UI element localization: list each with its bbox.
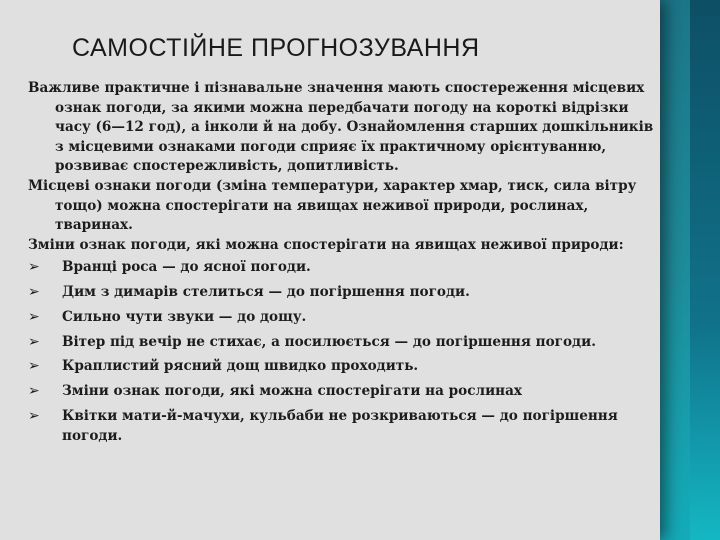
- arrow-bullet-icon: ➢: [28, 358, 40, 375]
- arrow-bullet-icon: ➢: [28, 284, 40, 301]
- slide-body: [28, 79, 662, 446]
- list-item-text: Сильно чути звуки — до дощу.: [62, 308, 307, 325]
- arrow-bullet-icon: ➢: [28, 308, 40, 325]
- slide-title: САМОСТІЙНЕ ПРОГНОЗУВАННЯ: [72, 34, 480, 62]
- list-item: [28, 258, 662, 278]
- list-item: [28, 308, 662, 328]
- arrow-bullet-icon: ➢: [28, 383, 40, 400]
- list-item-text: Дим з димарів стелиться — до погіршення погоди.: [62, 284, 470, 301]
- slide-side-stripe: [690, 0, 720, 540]
- list-item: [28, 382, 662, 402]
- list-item-text: Зміни ознак погоди, які можна спостерігати на рослинах: [62, 383, 523, 400]
- arrow-bullet-icon: ➢: [28, 333, 40, 350]
- list-item: [28, 407, 662, 446]
- list-item-text: Вранці роса — до ясної погоди.: [62, 259, 311, 276]
- arrow-bullet-icon: ➢: [28, 259, 40, 276]
- list-item-text: Краплистий рясний дощ швидко проходить.: [62, 358, 419, 375]
- paragraph-intro: Важливе практичне і пізнавальне значення мають спостереження місцевих ознак погоди, за якими можна передбачати погоду на короткі відрізки часу (6—12 год), а інколи й на добу. Ознайомлення старших дошкільників з місцевими ознаками погоди сприяє їх практичному орієнтуванню, розвиває спостережливість, допитливість.: [28, 80, 654, 175]
- list-item: [28, 357, 662, 377]
- list-item: [28, 283, 662, 303]
- list-item-text: Вітер під вечір не стихає, а посилюється — до погіршення погоди.: [62, 333, 596, 350]
- list-item: [28, 333, 662, 353]
- arrow-bullet-icon: ➢: [28, 408, 40, 425]
- paragraph-local-signs: Місцеві ознаки погоди (зміна температури, характер хмар, тиск, сила вітру тощо) можна спостерігати на явищах неживої природи, рослинах, тваринах.: [28, 177, 637, 234]
- list-item-text: Квітки мати-й-мачухи, кульбаби не розкриваються — до погіршення погоди.: [62, 408, 618, 444]
- paragraph-nonliving-nature: Зміни ознак погоди, які можна спостерігати на явищах неживої природи:: [28, 236, 624, 253]
